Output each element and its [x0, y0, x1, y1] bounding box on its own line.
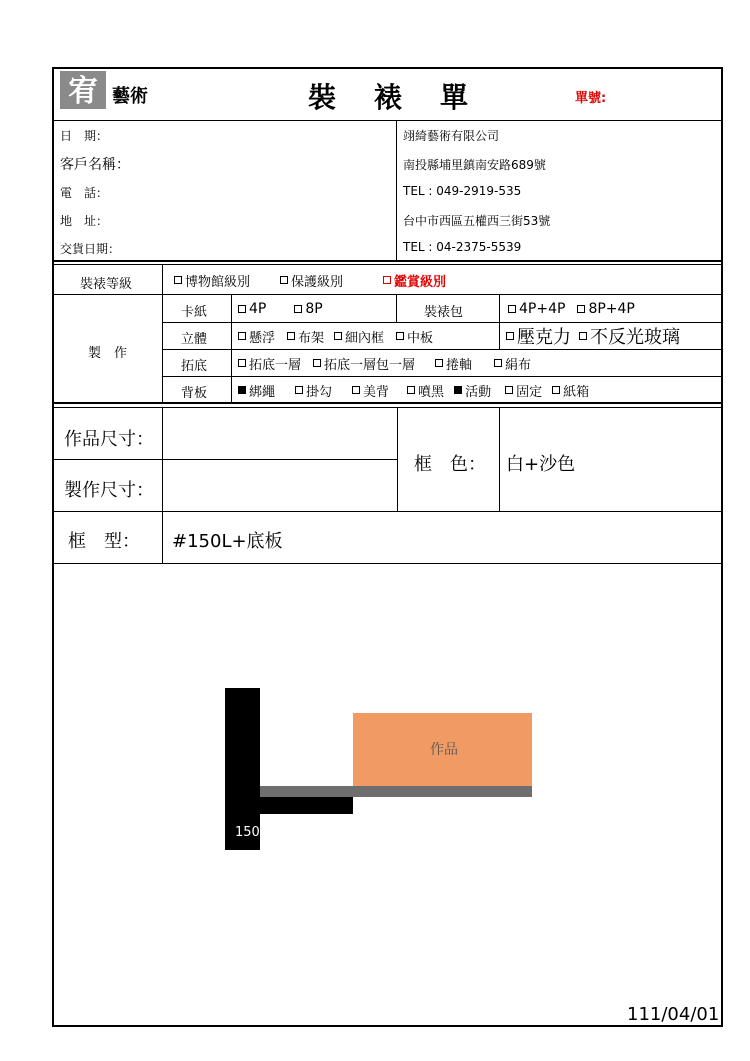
footer-date: 111/04/01	[627, 1004, 720, 1025]
frame-color-label: 框 色：	[414, 454, 486, 475]
logo	[60, 71, 106, 109]
divider	[52, 260, 723, 262]
page-title	[300, 76, 500, 112]
checkbox-checked[interactable]	[238, 386, 246, 394]
company-name: 翊綺藝術有限公司	[403, 129, 500, 143]
divider	[162, 264, 163, 404]
frame-profile-diagram	[222, 686, 534, 852]
divider	[162, 407, 163, 563]
divider	[52, 402, 723, 404]
wrap-option-4p4p[interactable]: 4P+4P	[508, 301, 565, 317]
artwork-size-label: 作品尺寸：	[64, 429, 154, 450]
mounting-option-silk[interactable]: 絹布	[494, 354, 531, 373]
row-label-3d: 立體	[181, 332, 208, 347]
logo-glyph: 宥	[68, 74, 98, 109]
3d-option-float[interactable]: 懸浮	[238, 327, 275, 346]
checkbox[interactable]	[352, 386, 360, 394]
divider	[52, 120, 723, 121]
wrap-options	[508, 300, 647, 318]
date-label: 日 期：	[60, 129, 109, 143]
divider	[52, 511, 723, 512]
checkbox[interactable]	[506, 332, 514, 340]
acrylic-options	[506, 325, 692, 347]
divider	[52, 264, 723, 265]
row-label-mat: 卡紙	[181, 305, 208, 320]
mounting-options	[238, 354, 543, 372]
checkbox[interactable]	[287, 332, 295, 340]
order-form	[52, 67, 723, 1027]
mounting-option-wrapped[interactable]: 拓底一層包一層	[313, 354, 415, 373]
divider	[162, 349, 723, 350]
checkbox[interactable]	[280, 276, 288, 284]
divider	[499, 294, 500, 349]
row-label-backing: 背板	[181, 386, 208, 401]
checkbox-checked[interactable]	[454, 386, 462, 394]
divider	[499, 407, 500, 511]
frame-color-value: 白+沙色	[506, 454, 576, 475]
divider	[396, 294, 397, 322]
mounting-option-single[interactable]: 拓底一層	[238, 354, 301, 373]
checkbox[interactable]	[508, 305, 516, 313]
mat-option-8p[interactable]: 8P	[294, 301, 322, 317]
frame-type-label: 框 型：	[68, 531, 140, 552]
profile-label: 150L	[235, 825, 268, 840]
checkbox[interactable]	[383, 276, 391, 284]
divider	[52, 407, 723, 408]
company-address-2: 台中市西區五權西三街53號	[403, 214, 551, 228]
checkbox[interactable]	[505, 386, 513, 394]
checkbox[interactable]	[334, 332, 342, 340]
backing-option-movable[interactable]: 活動	[454, 381, 491, 400]
checkbox[interactable]	[294, 305, 302, 313]
grade-option-appreciation[interactable]: 鑑賞級別	[383, 271, 446, 290]
backing-board	[260, 786, 532, 797]
divider	[52, 294, 723, 295]
company-phone-2: TEL : 04-2375-5539	[403, 240, 522, 254]
backing-option-rope[interactable]: 綁繩	[238, 381, 275, 400]
artwork-label: 作品	[430, 742, 458, 758]
acrylic-option-acrylic[interactable]: 壓克力	[506, 323, 571, 349]
mounting-option-scroll[interactable]: 捲軸	[435, 354, 472, 373]
delivery-date-label: 交貨日期：	[60, 242, 121, 256]
brand-name: 藝術	[112, 86, 148, 107]
company-phone-1: TEL : 049-2919-535	[403, 184, 522, 198]
divider	[396, 120, 397, 260]
checkbox[interactable]	[579, 332, 587, 340]
row-label-mounting: 拓底	[181, 359, 208, 374]
checkbox[interactable]	[552, 386, 560, 394]
acrylic-option-antiglare[interactable]: 不反光玻璃	[579, 323, 680, 349]
checkbox[interactable]	[494, 359, 502, 367]
checkbox[interactable]	[396, 332, 404, 340]
grade-option-protect[interactable]: 保護級別	[280, 271, 343, 290]
production-label: 製 作	[88, 346, 128, 361]
checkbox[interactable]	[313, 359, 321, 367]
3d-option-cloth[interactable]: 布架	[287, 327, 324, 346]
checkbox[interactable]	[174, 276, 182, 284]
checkbox[interactable]	[238, 359, 246, 367]
mat-options	[238, 300, 335, 318]
logo-mark-icon	[60, 71, 106, 109]
checkbox[interactable]	[577, 305, 585, 313]
title-char-3: 單	[440, 81, 469, 114]
phone-label: 電 話：	[60, 186, 109, 200]
checkbox[interactable]	[238, 305, 246, 313]
wrap-option-8p4p[interactable]: 8P+4P	[577, 301, 634, 317]
wrap-label: 裝裱包	[424, 305, 464, 320]
mat-option-4p[interactable]: 4P	[238, 301, 266, 317]
backing-option-fixed[interactable]: 固定	[505, 381, 542, 400]
backing-option-back[interactable]: 美背	[352, 381, 389, 400]
customer-label: 客戶名稱：	[60, 157, 130, 173]
3d-options	[238, 327, 445, 345]
divider	[52, 459, 397, 460]
divider	[162, 376, 723, 377]
address-label: 地 址：	[60, 214, 109, 228]
divider	[52, 563, 723, 564]
production-size-label: 製作尺寸：	[64, 480, 154, 501]
grade-options	[174, 271, 458, 289]
grade-label: 裝裱等級	[80, 277, 133, 292]
divider	[397, 407, 398, 511]
backing-options	[238, 381, 601, 399]
company-address-1: 南投縣埔里鎮南安路689號	[403, 158, 546, 172]
checkbox[interactable]	[238, 332, 246, 340]
backing-option-spray-black[interactable]: 噴黑	[407, 381, 444, 400]
grade-option-museum[interactable]: 博物館級別	[174, 271, 250, 290]
backing-option-hook[interactable]: 掛勾	[295, 381, 332, 400]
checkbox[interactable]	[435, 359, 443, 367]
frame-type-value: #150L+底板	[172, 531, 283, 552]
3d-option-middle-board[interactable]: 中板	[396, 327, 433, 346]
title-char-1: 裝	[308, 81, 337, 114]
order-number-label: 單號:	[575, 91, 607, 106]
checkbox[interactable]	[295, 386, 303, 394]
checkbox[interactable]	[407, 386, 415, 394]
title-char-2: 裱	[374, 81, 403, 114]
3d-option-inner-frame[interactable]: 細內框	[334, 327, 384, 346]
backing-option-box[interactable]: 紙箱	[552, 381, 589, 400]
